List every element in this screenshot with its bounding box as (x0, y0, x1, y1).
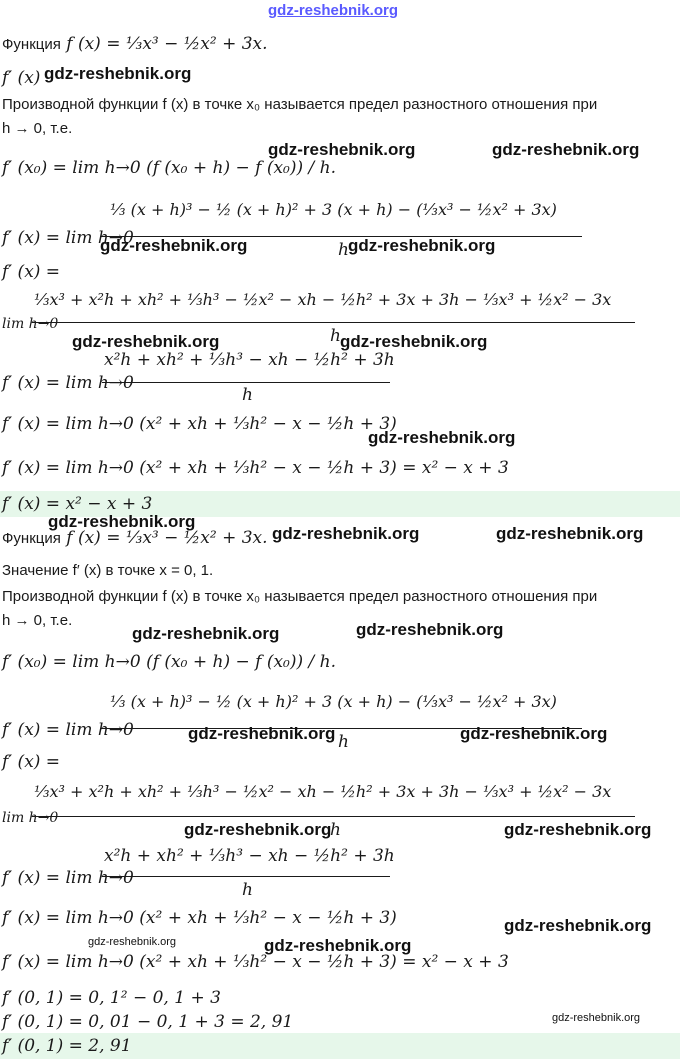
watermark: gdz-reshebnik.org (348, 236, 496, 255)
watermark: gdz-reshebnik.org (268, 140, 416, 159)
step2-lhs-2: f′ (x) = (2, 752, 61, 772)
step2-lhs-1: f′ (x) = (2, 262, 61, 282)
step2-denominator-2: h (330, 820, 341, 840)
step4-2: f′ (x) = lim h→0 (x² + xh + ⅓h² − x − ½h + 3) (2, 908, 397, 928)
limit-definition-1: f′ (x₀) = lim h→0 (f (x₀ + h) − f (x₀)) / h. (2, 158, 337, 178)
step1-lhs-1: f′ (x) = lim h→0 (2, 228, 134, 248)
watermark: gdz-reshebnik.org (72, 332, 220, 351)
watermark: gdz-reshebnik.org (460, 724, 608, 743)
fraction-bar (102, 876, 390, 877)
watermark: gdz-reshebnik.org (184, 820, 332, 839)
step1-denominator-2: h (338, 732, 349, 752)
function-definition-1 (2, 34, 268, 54)
step3-denominator-2: h (242, 880, 253, 900)
answer-1: f′ (x) = x² − x + 3 (2, 494, 153, 514)
step5-1: f′ (x) = lim h→0 (x² + xh + ⅓h² − x − ½h + 3) = x² − x + 3 (2, 458, 509, 478)
watermark: gdz-reshebnik.org (340, 332, 488, 351)
step3-lhs-2: f′ (x) = lim h→0 (2, 868, 134, 888)
definition-text-1b: h → 0, т.е. (2, 120, 73, 137)
step6-2: f′ (0, 1) = 0, 1² − 0, 1 + 3 (2, 988, 221, 1008)
watermark: gdz-reshebnik.org (272, 524, 420, 543)
step5-2: f′ (x) = lim h→0 (x² + xh + ⅓h² − x − ½h + 3) = x² − x + 3 (2, 952, 509, 972)
watermark: gdz-reshebnik.org (368, 428, 516, 447)
fraction-bar (102, 382, 390, 383)
step1-denominator-1: h (338, 240, 349, 260)
watermark-top: gdz-reshebnik.org (268, 2, 399, 19)
watermark: gdz-reshebnik.org (496, 524, 644, 543)
function-formula: f (x) = ⅓x³ − ½x² + 3x. (66, 528, 268, 548)
step2-lim-1: lim h→0 (2, 316, 59, 332)
watermark: gdz-reshebnik.org (44, 64, 192, 83)
derivative-heading-1: f′ (x) (2, 68, 41, 88)
watermark: gdz-reshebnik.org (356, 620, 504, 639)
definition-text-1: Производной функции f (x) в точке x₀ называется предел разностного отношения при (2, 96, 598, 113)
step2-denominator-1: h (330, 326, 341, 346)
step2-numerator-1: ⅓x³ + x²h + xh² + ⅓h³ − ½x² − xh − ½h² + 3x + 3h − ⅓x³ + ½x² − 3x (34, 290, 612, 309)
watermark: gdz-reshebnik.org (100, 236, 248, 255)
step1-lhs-2: f′ (x) = lim h→0 (2, 720, 134, 740)
step4-1: f′ (x) = lim h→0 (x² + xh + ⅓h² − x − ½h + 3) (2, 414, 397, 434)
function-formula: f (x) = ⅓x³ − ½x² + 3x. (66, 34, 268, 54)
limit-definition-2: f′ (x₀) = lim h→0 (f (x₀ + h) − f (x₀)) / h. (2, 652, 337, 672)
step3-numerator-1: x²h + xh² + ⅓h³ − xh − ½h² + 3h (104, 350, 395, 370)
step3-numerator-2: x²h + xh² + ⅓h³ − xh − ½h² + 3h (104, 846, 395, 866)
answer-2: f′ (0, 1) = 2, 91 (2, 1036, 132, 1056)
watermark: gdz-reshebnik.org (88, 936, 177, 948)
step2-lim-2: lim h→0 (2, 810, 59, 826)
watermark: gdz-reshebnik.org (48, 512, 196, 531)
function-label: Функция (2, 530, 61, 547)
definition-text-2b: h → 0, т.е. (2, 612, 73, 629)
watermark: gdz-reshebnik.org (504, 820, 652, 839)
value-statement-2: Значение f′ (x) в точке x = 0, 1. (2, 562, 214, 579)
function-label: Функция (2, 36, 61, 53)
watermark: gdz-reshebnik.org (264, 936, 412, 955)
step1-numerator-2: ⅓ (x + h)³ − ½ (x + h)² + 3 (x + h) − (⅓x³ − ½x² + 3x) (110, 692, 557, 711)
fraction-bar (32, 816, 635, 817)
watermark: gdz-reshebnik.org (504, 916, 652, 935)
step7-2: f′ (0, 1) = 0, 01 − 0, 1 + 3 = 2, 91 (2, 1012, 294, 1032)
watermark: gdz-reshebnik.org (188, 724, 336, 743)
step1-numerator-1: ⅓ (x + h)³ − ½ (x + h)² + 3 (x + h) − (⅓x³ − ½x² + 3x) (110, 200, 557, 219)
fraction-bar (32, 322, 635, 323)
step3-lhs-1: f′ (x) = lim h→0 (2, 373, 134, 393)
step3-denominator-1: h (242, 385, 253, 405)
step2-numerator-2: ⅓x³ + x²h + xh² + ⅓h³ − ½x² − xh − ½h² + 3x + 3h − ⅓x³ + ½x² − 3x (34, 782, 612, 801)
watermark: gdz-reshebnik.org (132, 624, 280, 643)
watermark: gdz-reshebnik.org (552, 1012, 641, 1024)
definition-text-2: Производной функции f (x) в точке x₀ называется предел разностного отношения при (2, 588, 598, 605)
watermark: gdz-reshebnik.org (492, 140, 640, 159)
